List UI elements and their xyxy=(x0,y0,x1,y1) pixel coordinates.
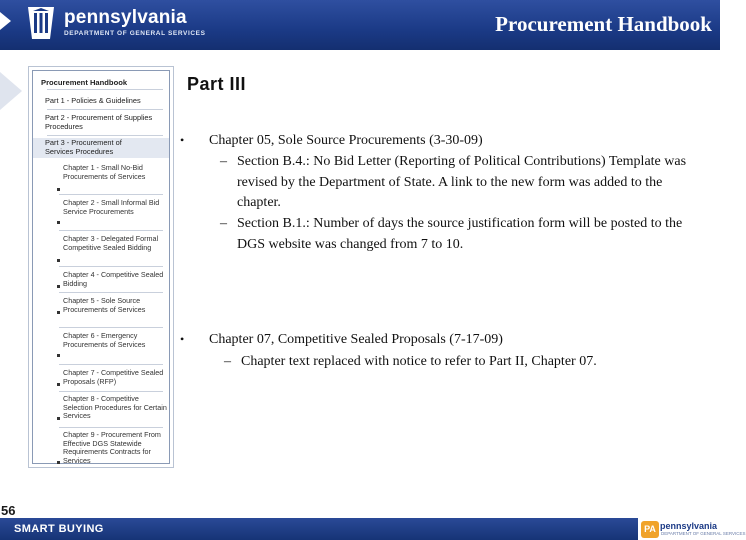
divider xyxy=(47,135,163,136)
nav-chapter-label: Chapter 1 - Small No-Bid Procurements of Services xyxy=(63,163,146,181)
nav-chapter-8[interactable] xyxy=(33,395,169,421)
divider xyxy=(59,364,163,365)
footer-label: SMART BUYING xyxy=(14,523,104,535)
dash-icon: – xyxy=(220,216,227,231)
play-arrow-icon xyxy=(0,12,11,30)
nav-chapter-label: Chapter 9 - Procurement From Effective DGS Statewide Requirements Contracts for Services xyxy=(63,430,161,465)
divider xyxy=(59,292,163,293)
divider xyxy=(47,109,163,110)
header-bar xyxy=(0,0,720,50)
bullet-icon: • xyxy=(180,133,185,147)
handbook-navigation xyxy=(28,66,174,468)
nav-chapter-1[interactable] xyxy=(33,164,169,192)
divider xyxy=(59,194,163,195)
nav-chapter-label: Chapter 2 - Small Informal Bid Service Procurements xyxy=(63,198,160,216)
list-item-text: Chapter 05, Sole Source Procurements (3-30-09) xyxy=(209,133,483,148)
page-number: 56 xyxy=(1,503,16,518)
divider xyxy=(47,89,163,90)
divider xyxy=(59,327,163,328)
sub-list-item-text: Section B.4.: No Bid Letter (Reporting of Political Contributions) Template was revised by the Department of State. A link to the new form was added to the chapter. xyxy=(237,154,687,210)
bullet-icon xyxy=(57,383,60,386)
list-item-text: Chapter 07, Competitive Sealed Proposals (7-17-09) xyxy=(209,332,503,347)
bullet-icon xyxy=(57,221,60,224)
dash-icon: – xyxy=(224,354,231,369)
nav-chapter-6[interactable] xyxy=(33,332,169,358)
bullet-icon xyxy=(57,285,60,288)
bullet-icon xyxy=(57,311,60,314)
nav-chapter-5[interactable] xyxy=(33,297,169,315)
nav-chapter-label: Chapter 5 - Sole Source Procurements of Services xyxy=(63,296,146,314)
bullet-icon xyxy=(57,354,60,357)
navigation-frame xyxy=(32,70,170,464)
dash-icon: – xyxy=(220,154,227,169)
page-title: Procurement Handbook xyxy=(495,12,712,36)
nav-part-3[interactable]: Part 3 - Procurement of Services Procedures xyxy=(33,138,169,158)
nav-chapter-label: Chapter 3 - Delegated Formal Competitive Sealed Bidding xyxy=(63,234,159,252)
nav-chapter-label: Chapter 8 - Competitive Selection Procedures for Certain Services xyxy=(63,394,167,421)
logo-subtitle: DEPARTMENT OF GENERAL SERVICES xyxy=(64,30,206,37)
sub-list-item-text: Chapter text replaced with notice to refer to Part II, Chapter 07. xyxy=(241,354,597,369)
pennsylvania-logo xyxy=(24,5,204,41)
footer-bar xyxy=(0,518,720,540)
bullet-icon xyxy=(57,188,60,191)
sub-list-item-text: Section B.1.: Number of days the source justification form will be posted to the DGS website was changed from 7 to 10. xyxy=(237,216,683,252)
nav-part-2[interactable]: Part 2 - Procurement of Supplies Procedures xyxy=(45,113,153,131)
nav-chapter-3[interactable] xyxy=(33,235,169,263)
nav-part-1[interactable]: Part 1 - Policies & Guidelines xyxy=(45,96,141,105)
bullet-icon: • xyxy=(180,332,185,346)
nav-chapter-label: Chapter 7 - Competitive Sealed Proposals (RFP) xyxy=(63,368,164,386)
nav-chapter-9[interactable] xyxy=(33,431,169,465)
footer-logo-name: pennsylvania xyxy=(660,521,718,531)
nav-chapter-7[interactable] xyxy=(33,369,169,387)
side-arrow-icon xyxy=(0,72,22,110)
nav-chapter-4[interactable] xyxy=(33,271,169,289)
bullet-icon xyxy=(57,417,60,420)
footer-logo xyxy=(638,518,746,540)
bullet-icon xyxy=(57,461,60,464)
bullet-icon xyxy=(57,259,60,262)
nav-chapter-2[interactable] xyxy=(33,199,169,225)
divider xyxy=(59,391,163,392)
divider xyxy=(59,230,163,231)
pa-logo-icon: PA xyxy=(641,521,659,538)
divider xyxy=(59,427,163,428)
nav-chapter-label: Chapter 4 - Competitive Sealed Bidding xyxy=(63,270,164,288)
nav-title[interactable]: Procurement Handbook xyxy=(41,78,128,87)
nav-chapter-label: Chapter 6 - Emergency Procurements of Services xyxy=(63,331,146,349)
keystone-icon xyxy=(24,5,58,41)
divider xyxy=(59,266,163,267)
footer-logo-subtitle: DEPARTMENT OF GENERAL SERVICES xyxy=(661,531,746,536)
logo-name: pennsylvania xyxy=(64,7,187,28)
part-heading: Part III xyxy=(187,74,247,94)
